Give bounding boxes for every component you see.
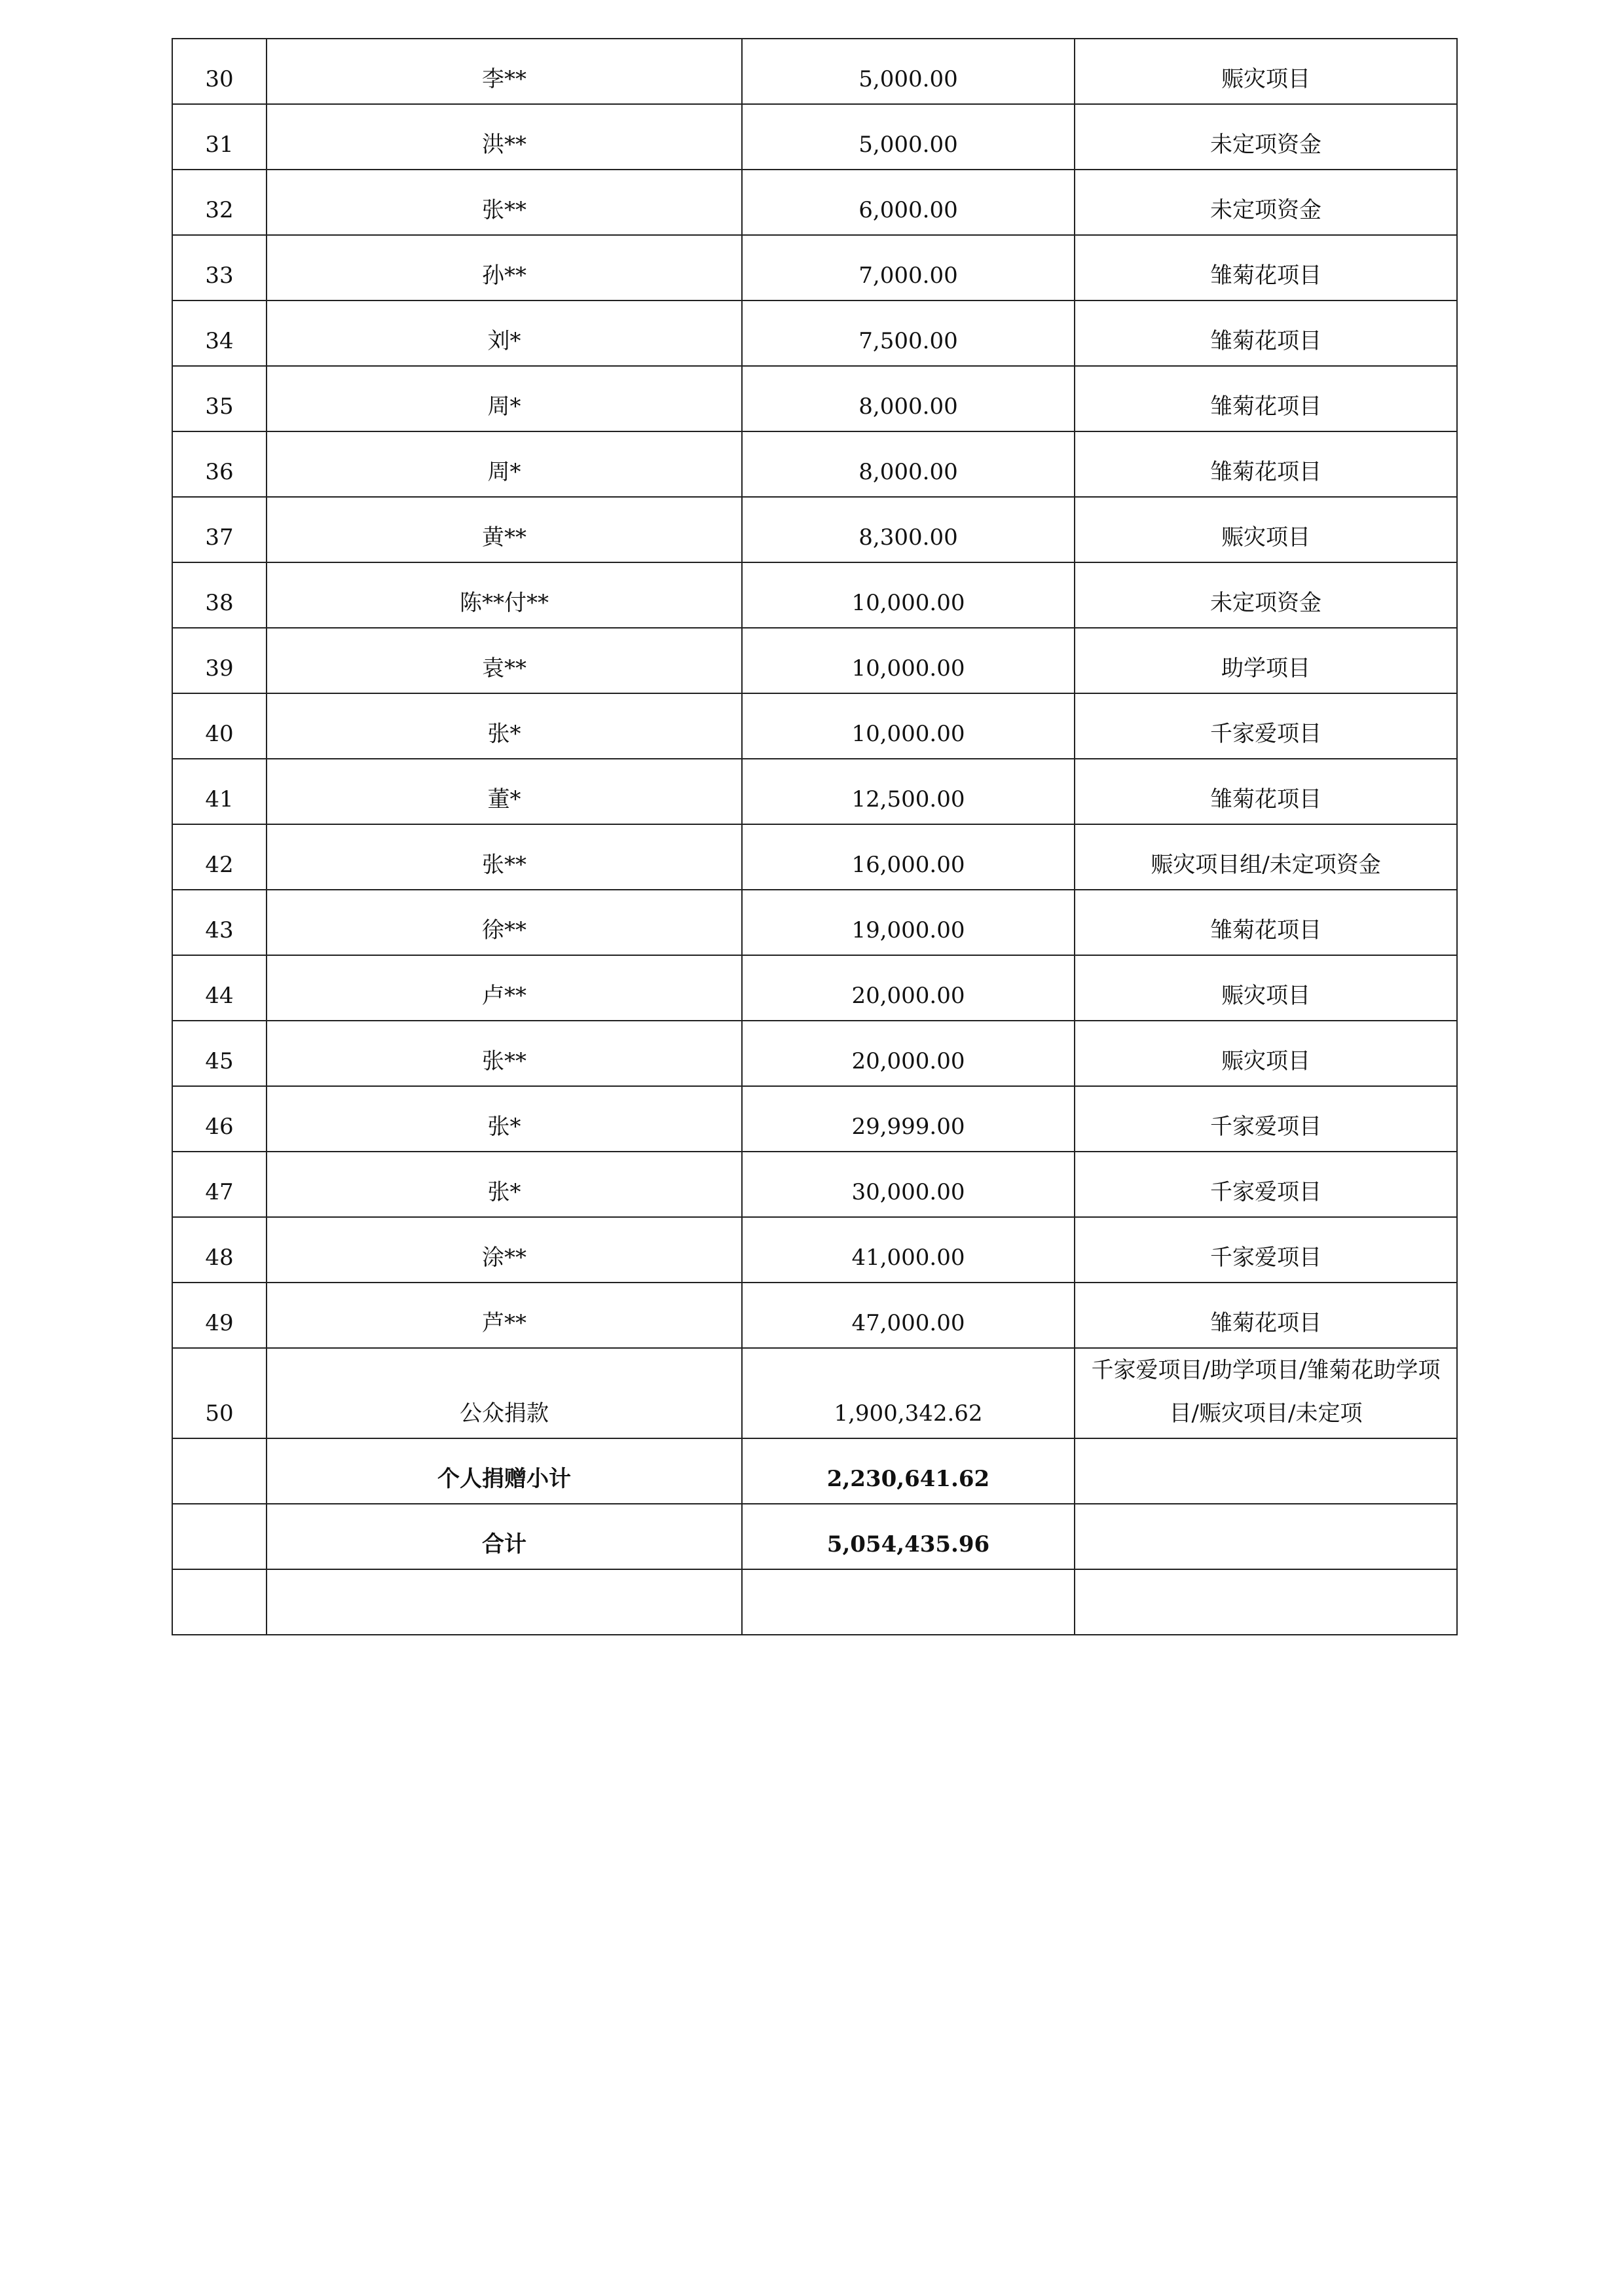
donor-name: 陈**付** (267, 562, 742, 628)
donation-amount: 41,000.00 (742, 1217, 1075, 1283)
donation-purpose: 千家爱项目/助学项目/雏菊花助学项目/赈灾项目/未定项 (1075, 1348, 1457, 1438)
donation-amount: 7,000.00 (742, 235, 1075, 301)
donation-purpose: 赈灾项目 (1075, 955, 1457, 1021)
table-row (172, 1086, 1457, 1152)
subtotal-row (172, 1438, 1457, 1504)
donor-name: 张* (267, 693, 742, 759)
donation-amount: 20,000.00 (742, 955, 1075, 1021)
donation-purpose: 雏菊花项目 (1075, 301, 1457, 366)
empty-cell (1075, 1569, 1457, 1635)
table-row (172, 628, 1457, 693)
donor-name: 芦** (267, 1283, 742, 1348)
empty-cell (172, 1569, 267, 1635)
subtotal-amount: 2,230,641.62 (742, 1438, 1075, 1504)
table-row (172, 1152, 1457, 1217)
donor-name: 徐** (267, 890, 742, 955)
empty-cell (1075, 1504, 1457, 1569)
donation-amount: 47,000.00 (742, 1283, 1075, 1348)
donation-purpose: 千家爱项目 (1075, 1152, 1457, 1217)
donation-amount: 20,000.00 (742, 1021, 1075, 1086)
donor-name: 张** (267, 824, 742, 890)
donation-purpose: 赈灾项目 (1075, 1021, 1457, 1086)
donor-name: 卢** (267, 955, 742, 1021)
donor-name: 张* (267, 1086, 742, 1152)
table-row (172, 104, 1457, 170)
row-number: 50 (172, 1348, 267, 1438)
donor-name: 张** (267, 170, 742, 235)
table-row (172, 1283, 1457, 1348)
table-row (172, 497, 1457, 562)
donor-name: 黄** (267, 497, 742, 562)
empty-cell (742, 1569, 1075, 1635)
row-number: 36 (172, 431, 267, 497)
donation-amount: 30,000.00 (742, 1152, 1075, 1217)
donor-name: 公众捐款 (267, 1348, 742, 1438)
donor-name: 董* (267, 759, 742, 824)
donation-table-body (172, 39, 1457, 1635)
donation-purpose: 千家爱项目 (1075, 1217, 1457, 1283)
donor-name: 张** (267, 1021, 742, 1086)
donation-purpose: 未定项资金 (1075, 170, 1457, 235)
row-number: 32 (172, 170, 267, 235)
row-number: 33 (172, 235, 267, 301)
table-row (172, 824, 1457, 890)
empty-cell (1075, 1438, 1457, 1504)
table-row (172, 759, 1457, 824)
donor-name: 周* (267, 431, 742, 497)
donor-name: 袁** (267, 628, 742, 693)
donation-amount: 12,500.00 (742, 759, 1075, 824)
row-number: 37 (172, 497, 267, 562)
subtotal-label: 个人捐赠小计 (267, 1438, 742, 1504)
empty-cell (172, 1504, 267, 1569)
table-row (172, 39, 1457, 104)
total-row (172, 1504, 1457, 1569)
donation-purpose: 雏菊花项目 (1075, 759, 1457, 824)
table-row (172, 562, 1457, 628)
donation-purpose: 未定项资金 (1075, 104, 1457, 170)
donation-amount: 29,999.00 (742, 1086, 1075, 1152)
donation-amount: 8,300.00 (742, 497, 1075, 562)
donor-name: 孙** (267, 235, 742, 301)
donation-purpose: 未定项资金 (1075, 562, 1457, 628)
row-number: 40 (172, 693, 267, 759)
donation-amount: 5,000.00 (742, 39, 1075, 104)
row-number: 38 (172, 562, 267, 628)
row-number: 43 (172, 890, 267, 955)
total-label: 合计 (267, 1504, 742, 1569)
donation-amount: 1,900,342.62 (742, 1348, 1075, 1438)
donor-name: 刘* (267, 301, 742, 366)
row-number: 34 (172, 301, 267, 366)
row-number: 30 (172, 39, 267, 104)
donor-name: 周* (267, 366, 742, 431)
donation-purpose: 雏菊花项目 (1075, 235, 1457, 301)
table-row (172, 301, 1457, 366)
donation-amount: 16,000.00 (742, 824, 1075, 890)
row-number: 35 (172, 366, 267, 431)
empty-cell (172, 1438, 267, 1504)
row-number: 49 (172, 1283, 267, 1348)
donation-amount: 6,000.00 (742, 170, 1075, 235)
donation-purpose: 千家爱项目 (1075, 693, 1457, 759)
row-number: 39 (172, 628, 267, 693)
row-number: 46 (172, 1086, 267, 1152)
donation-table (172, 38, 1458, 1635)
empty-row (172, 1569, 1457, 1635)
donation-purpose: 雏菊花项目 (1075, 366, 1457, 431)
table-row (172, 1348, 1457, 1438)
table-row (172, 1021, 1457, 1086)
empty-cell (267, 1569, 742, 1635)
table-row (172, 890, 1457, 955)
total-amount: 5,054,435.96 (742, 1504, 1075, 1569)
donation-amount: 8,000.00 (742, 431, 1075, 497)
table-row (172, 170, 1457, 235)
donation-amount: 5,000.00 (742, 104, 1075, 170)
donation-purpose: 千家爱项目 (1075, 1086, 1457, 1152)
table-row (172, 955, 1457, 1021)
row-number: 45 (172, 1021, 267, 1086)
row-number: 47 (172, 1152, 267, 1217)
donor-name: 张* (267, 1152, 742, 1217)
table-row (172, 693, 1457, 759)
donor-name: 涂** (267, 1217, 742, 1283)
donation-amount: 8,000.00 (742, 366, 1075, 431)
donation-amount: 10,000.00 (742, 693, 1075, 759)
donation-amount: 19,000.00 (742, 890, 1075, 955)
donation-purpose: 雏菊花项目 (1075, 890, 1457, 955)
donation-purpose: 助学项目 (1075, 628, 1457, 693)
donation-purpose: 赈灾项目 (1075, 497, 1457, 562)
donor-name: 李** (267, 39, 742, 104)
donation-amount: 10,000.00 (742, 628, 1075, 693)
donor-name: 洪** (267, 104, 742, 170)
table-row (172, 235, 1457, 301)
donation-purpose: 赈灾项目组/未定项资金 (1075, 824, 1457, 890)
donation-amount: 7,500.00 (742, 301, 1075, 366)
donation-purpose: 雏菊花项目 (1075, 1283, 1457, 1348)
donation-purpose: 赈灾项目 (1075, 39, 1457, 104)
table-row (172, 366, 1457, 431)
row-number: 41 (172, 759, 267, 824)
row-number: 31 (172, 104, 267, 170)
donation-amount: 10,000.00 (742, 562, 1075, 628)
row-number: 48 (172, 1217, 267, 1283)
donation-purpose: 雏菊花项目 (1075, 431, 1457, 497)
table-row (172, 431, 1457, 497)
row-number: 44 (172, 955, 267, 1021)
table-row (172, 1217, 1457, 1283)
row-number: 42 (172, 824, 267, 890)
